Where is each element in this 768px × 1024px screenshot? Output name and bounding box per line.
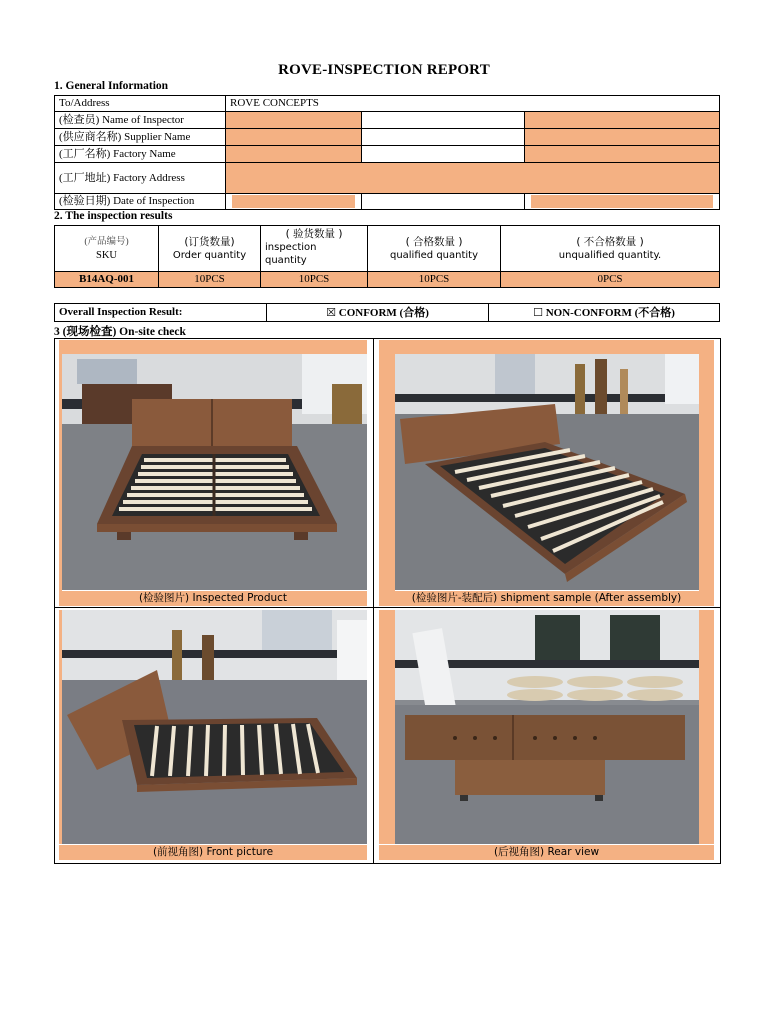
date-value <box>232 195 355 208</box>
nonconform-option <box>489 304 720 322</box>
factory-value <box>226 146 362 163</box>
factory-address-label: (工厂地址) Factory Address <box>55 163 226 194</box>
factory-label: (工厂名称) Factory Name <box>55 146 226 163</box>
shipment-sample-photo <box>395 354 699 590</box>
photo-band-side-2 <box>379 354 395 604</box>
caption-shipment-sample: (检验图片-装配后) shipment sample (After assembly) <box>379 591 714 606</box>
header-inspection-qty-en: inspection quantity <box>265 242 317 266</box>
supplier-label: (供应商名称) Supplier Name <box>55 129 226 146</box>
header-qualified-qty <box>368 226 501 272</box>
inspection-qty-value: 10PCS <box>261 272 368 288</box>
photo-grid-divider-vertical <box>373 338 374 863</box>
header-sku <box>55 226 159 272</box>
header-order-qty-cn: (订货数量) <box>184 235 235 248</box>
caption-inspected-product: (检验图片) Inspected Product <box>59 591 367 606</box>
caption-front-picture: (前视角图) Front picture <box>59 845 367 860</box>
photo-band-side-5 <box>379 610 395 844</box>
general-info-row-inspector <box>55 112 720 129</box>
date-extra-value-cell <box>525 194 720 210</box>
factory-extra-cell <box>362 146 525 163</box>
overall-result-label: Overall Inspection Result: <box>55 304 267 322</box>
header-unqualified-qty-cn: ( 不合格数量 ) <box>576 235 644 248</box>
caption-rear-view: (后视角图) Rear view <box>379 845 714 860</box>
date-label: (检验日期) Date of Inspection <box>55 194 226 210</box>
photo-band-side-3 <box>699 354 714 604</box>
header-inspection-qty-cn: ( 验货数量 ) <box>285 228 343 240</box>
inspector-extra-value <box>525 112 720 129</box>
general-info-row-factory-address <box>55 163 720 194</box>
date-value-cell <box>226 194 362 210</box>
general-info-row-factory <box>55 146 720 163</box>
factory-extra-value <box>525 146 720 163</box>
general-info-row-address <box>55 96 720 112</box>
supplier-extra-cell <box>362 129 525 146</box>
sku-value: B14AQ-001 <box>55 272 159 288</box>
results-data-row <box>55 272 720 288</box>
photo-band-top-right <box>379 340 714 354</box>
inspector-extra-cell <box>362 112 525 129</box>
unqualified-qty-value: 0PCS <box>501 272 720 288</box>
order-qty-value: 10PCS <box>159 272 261 288</box>
front-picture-photo <box>62 610 367 844</box>
section-onsite-check-heading: 3 (现场检查) On-site check <box>54 326 186 338</box>
header-unqualified-qty-en: unqualified quantity. <box>558 249 662 261</box>
supplier-extra-value <box>525 129 720 146</box>
nonconform-label: NON-CONFORM (不合格) <box>545 306 675 319</box>
header-order-qty <box>159 226 261 272</box>
address-label: To/Address <box>55 96 226 112</box>
header-inspection-qty <box>261 226 368 272</box>
photo-band-side-6 <box>699 610 714 844</box>
header-unqualified-qty <box>501 226 720 272</box>
report-title: ROVE-INSPECTION REPORT <box>278 62 490 78</box>
overall-result-row <box>55 304 720 322</box>
header-qualified-qty-en: qualified quantity <box>389 249 479 261</box>
header-sku-en: SKU <box>95 249 117 261</box>
general-info-row-date <box>55 194 720 210</box>
factory-address-value <box>226 163 720 194</box>
general-info-table <box>54 95 720 210</box>
conform-checkbox: ☒ <box>326 305 336 319</box>
header-sku-cn: (产品编号) <box>84 236 129 247</box>
rear-view-photo <box>395 610 699 844</box>
general-info-row-supplier <box>55 129 720 146</box>
inspected-product-photo <box>62 354 367 590</box>
results-header-row <box>55 226 720 272</box>
date-extra-cell <box>362 194 525 210</box>
section-general-info-heading: 1. General Information <box>54 80 169 92</box>
section-inspection-results-heading: 2. The inspection results <box>54 210 173 222</box>
supplier-value <box>226 129 362 146</box>
photo-band-top-left <box>59 340 367 354</box>
photo-grid-divider-horizontal <box>54 607 720 608</box>
inspector-value <box>226 112 362 129</box>
conform-label: CONFORM (合格) <box>338 306 429 319</box>
header-order-qty-en: Order quantity <box>172 249 247 261</box>
date-extra-value <box>531 195 713 208</box>
qualified-qty-value: 10PCS <box>368 272 501 288</box>
inspector-label: (检查员) Name of Inspector <box>55 112 226 129</box>
overall-result-table <box>54 303 720 322</box>
inspection-results-table <box>54 225 720 288</box>
header-qualified-qty-cn: ( 合格数量 ) <box>405 235 463 248</box>
nonconform-checkbox: ☐ <box>533 305 543 319</box>
address-value: ROVE CONCEPTS <box>226 96 720 112</box>
conform-option <box>267 304 489 322</box>
